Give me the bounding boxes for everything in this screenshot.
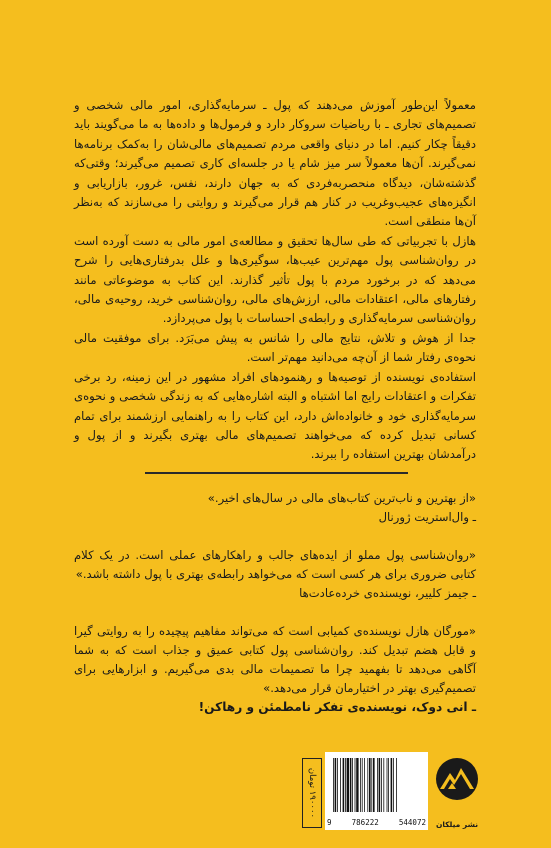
isbn-lead-digit: 9 [327,818,332,827]
description-paragraph: جدا از هوش و تلاش، نتایج مالی را شانس به پیش می‌بَرَد. برای موفقیت مالی نحوه‌ی رفتار شما از آن‌چه می‌دانید مهم‌تر است. [74,330,476,365]
description-paragraph: هازل با تجربیاتی که طی سال‌ها تحقیق و مطالعه‌ی امور مالی به دست آورده است در روان‌شناسی پول مهم‌ترین عیب‌ها، سوگیری‌ها و علل بدرفتاری‌هایی را شرح می‌دهد که در برخورد مردم با پول تأثیر گذارند. این کتاب به موضوعاتی مانند رفتارهای مالی، اعتقادات مالی، ارزش‌های مالی، روان‌شناسی خرید، روحیه‌ی مالی، روان‌شناسی سرمایه‌گذاری و رابطه‌ی احساسات با پول می‌پردازد. [74,233,476,326]
barcode-icon [331,758,422,814]
endorsement-quote [74,489,476,527]
endorsement-quote [74,546,476,603]
section-divider [145,472,408,474]
price-box [302,758,322,828]
isbn-group-1: 786222 [351,818,379,827]
isbn-group-2: 544072 [398,818,426,827]
quote-author: ـ انی دوک، نویسنده‌ی تفکر نامطمئن و رهاکن! [198,700,476,714]
quote-text: «مورگان هازل نویسنده‌ی کمیابی است که می‌تواند مفاهیم پیچیده را به روایتی گیرا و قابل هضم تبدیل کند. روان‌شناسی پول کتابی عمیق و جذاب است که به شما آگاهی می‌دهد تا بفهمید چرا ما تصمیمات مالی بدی می‌گیریم. و ابزارهایی برای تصمیم‌گیری بهتر در اختیارمان قرار می‌دهد.» [74,624,476,695]
publisher-logo [434,749,480,831]
price-label: ۱۹۰۰۰۰ تومان [307,767,317,819]
quote-author: ـ وال‌استریت ژورنال [378,510,476,524]
description-paragraph: استفاده‌ی نویسنده از توصیه‌ها و رهنمودهای افراد مشهور در این زمینه، رد برخی تفکرات و اعتقادات رایج اما اشتباه و البته اشاره‌هایی که به زندگی شخصی و نحوه‌ی سرمایه‌گذاری خود و خانواده‌اش دارد، این کتاب را به راهنمایی ارزشمند برای تمام کسانی تبدیل کرده که می‌خواهند تصمیم‌های مالی بهتری بگیرند و از پول و درآمدشان بهترین استفاده را ببرند. [74,369,476,462]
quote-text: «روان‌شناسی پول مملو از ایده‌های جالب و راهکارهای عملی است. در یک کلام کتابی ضروری برای هر کسی است که می‌خواهد رابطه‌ی بهتری با پول داشته باشد.» [74,548,476,581]
isbn-barcode [325,752,428,830]
quote-text: «از بهترین و ناب‌ترین کتاب‌های مالی در سال‌های اخیر.» [207,491,476,505]
book-description [74,96,476,465]
endorsement-quote [74,622,476,717]
mountains-logo-icon [434,749,480,815]
isbn-digits [327,818,426,827]
quote-author: ـ جیمز کلییر، نویسنده‌ی خرده‌عادت‌ها [299,586,476,600]
endorsements [74,489,476,736]
publisher-name: نشر میلکان [435,820,479,829]
description-paragraph: معمولاً این‌طور آموزش می‌دهند که پول ـ سرمایه‌گذاری، امور مالی شخصی و تصمیم‌های تجاری ـ با ریاضیات سروکار دارد و فرمول‌ها و داده‌ها به ما می‌گویند باید دقیقاً چکار کنیم. اما در دنیای واقعی مردم تصمیم‌های مالی‌شان را به‌کمک برنامه‌ها نمی‌گیرند. آن‌ها معمولاً سر میز شام یا در جلسه‌ای کاری تصمیم می‌گیرند؛ وقتی‌که گذشته‌شان، دیدگاه منحصربه‌فردی که به جهان دارند، نفس، غرور، بازاریابی و انگیزه‌های عجیب‌وغریب در کنار هم قرار می‌گیرند و روایتی را می‌سازند که به‌نظر آن‌ها منطقی است. [74,98,476,229]
